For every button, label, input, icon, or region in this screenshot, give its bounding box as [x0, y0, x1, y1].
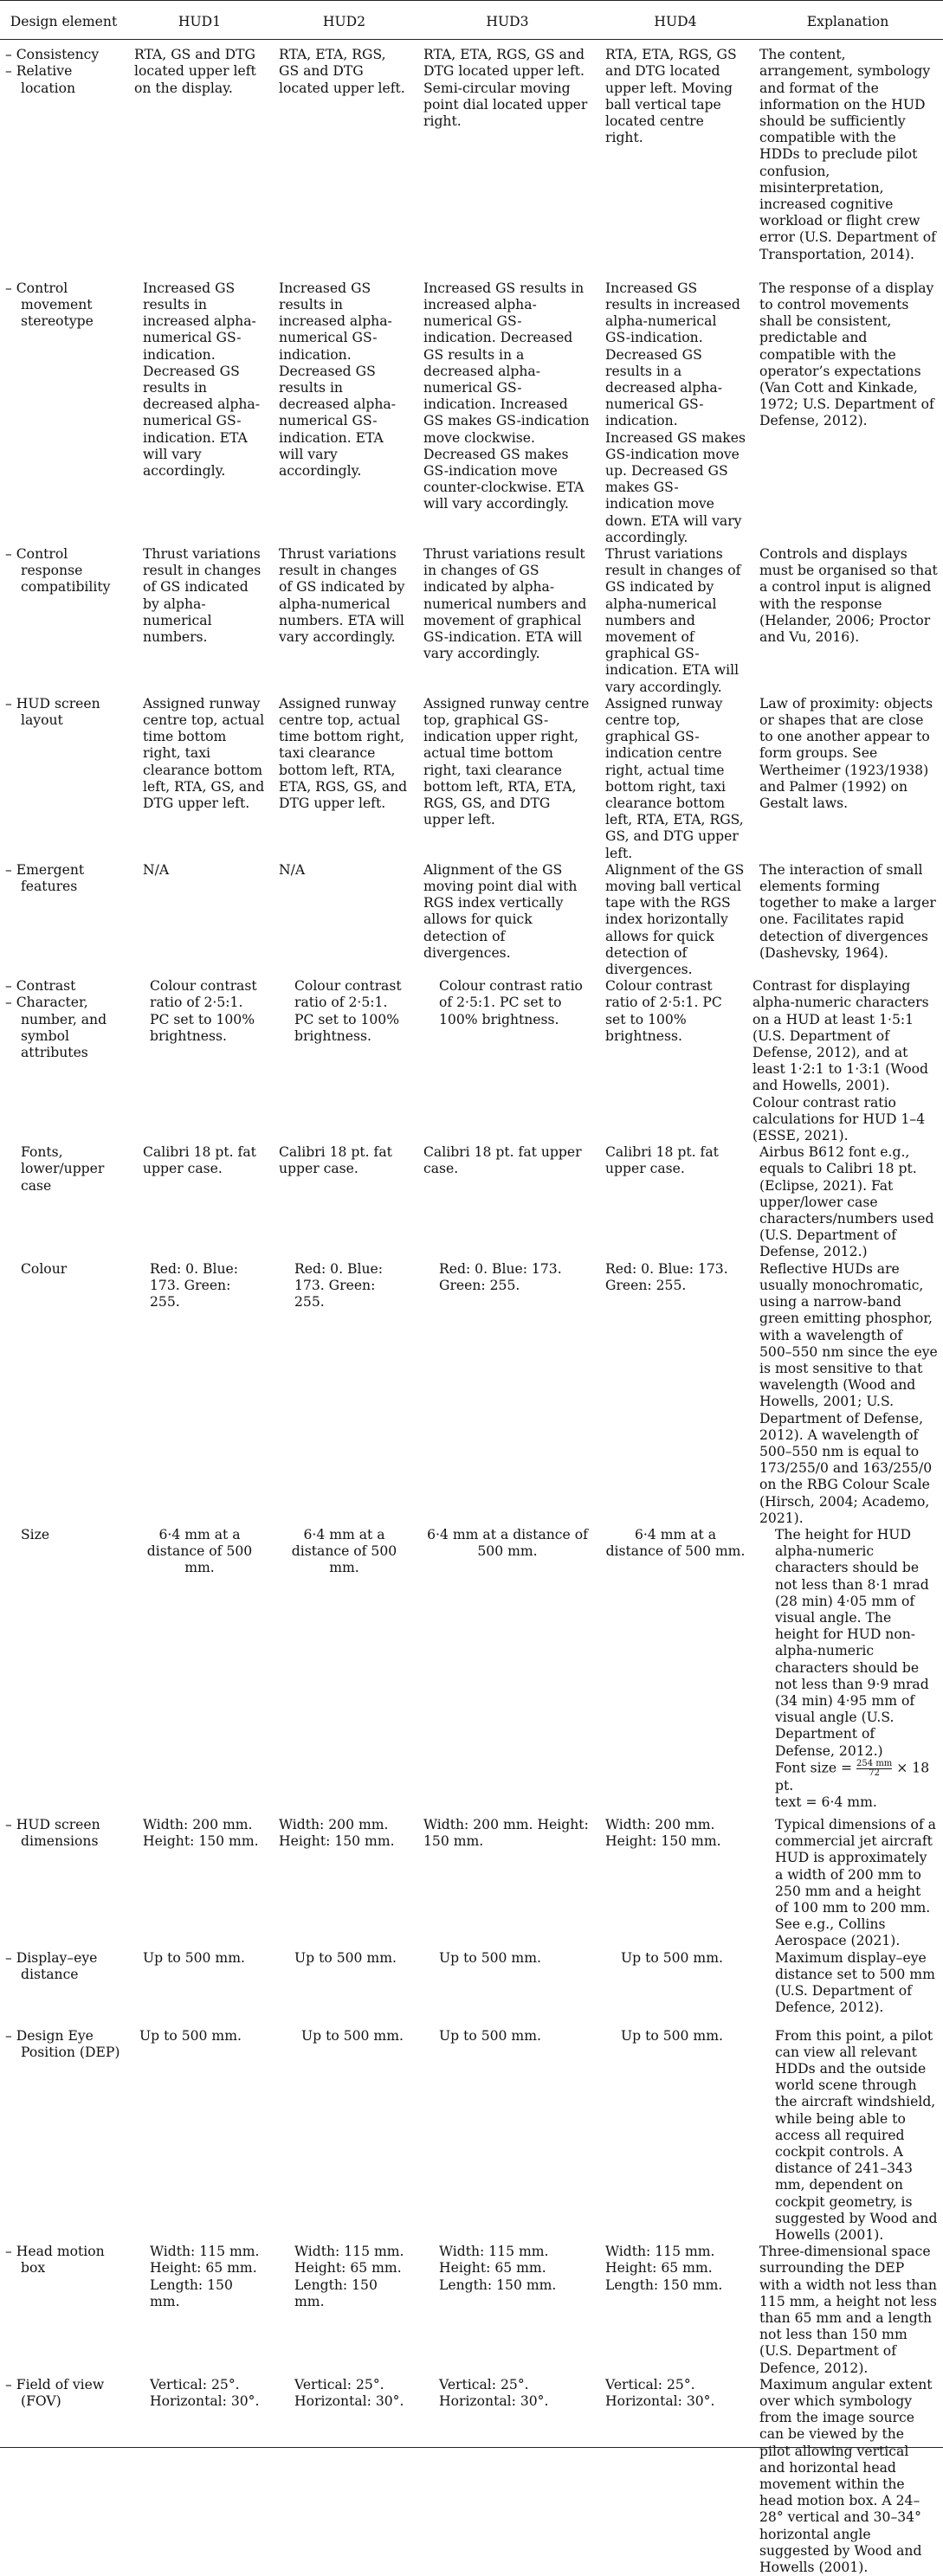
- cell-hud2: Colour contrast ratio of 2·5:1. PC set to 100% brightness.: [294, 978, 402, 1044]
- cell-hud1: 6·4 mm at a distance of 500 mm.: [146, 1526, 253, 1576]
- cell-explanation: Reflective HUDs are usually monochromatic, using a narrow-band green emitting phosphor, with a wavelength of 500–550 nm since the eye is most sensitive to that wavelength (Wood and Howells, 2001; U.S. Department of Defense, 2012). A wavelength of 500–550 nm is equal to 173/255/0 and 163/255/0 on the RBG Colour Scale (Hirsch, 2004; Academo, 2021).: [759, 1260, 938, 1526]
- cell-element: [0, 1950, 127, 2028]
- cell-explanation: Typical dimensions of a commercial jet aircraft HUD is approximately a width of 200 mm to 250 mm and a height of 100 mm to 200 mm. See e.g., Collins Aerospace (2021).: [775, 1816, 936, 1949]
- element-line: – HUD screen dimensions: [5, 1816, 100, 1850]
- cell-hud2: Up to 500 mm.: [301, 2027, 404, 2044]
- formula-numerator: 254 mm: [856, 1758, 893, 1768]
- cell-hud4: Vertical: 25°. Horizontal: 30°.: [605, 2376, 715, 2410]
- cell-explanation: Law of proximity: objects or shapes that are close to one another appear to form groups. See Wertheimer (1923/1938) and Palmer (1992) on Gestalt laws.: [759, 695, 933, 811]
- cell-hud2: Increased GS results in increased alpha-numerical GS-indication. Decreased GS results in decreased alpha-numerical GS-indication. ETA will vary accordingly.: [279, 280, 396, 479]
- cell-hud1: Width: 115 mm. Height: 65 mm. Length: 150 mm.: [150, 2244, 260, 2309]
- cell-hud2: Width: 115 mm. Height: 65 mm. Length: 150 mm.: [294, 2244, 404, 2309]
- cell-hud4: Alignment of the GS moving ball vertical tape with the RGS index horizontally allows for quick detection of divergences.: [605, 861, 745, 978]
- cell-explanation: Maximum display–eye distance set to 500 mm (U.S. Department of Defence, 2012).: [775, 1949, 935, 2016]
- cell-hud4: RTA, ETA, RGS, GS and DTG located upper left. Moving ball vertical tape located centre right.: [605, 47, 737, 146]
- cell-element: [0, 280, 127, 546]
- cell-hud4: Colour contrast ratio of 2·5:1. PC set to 100% brightness.: [605, 978, 722, 1044]
- cell-hud2: Red: 0. Blue: 173. Green: 255.: [294, 1260, 383, 1311]
- cell-element: [0, 1144, 127, 1260]
- header-hud4: HUD4: [598, 1, 752, 40]
- cell-element: [0, 1261, 127, 1527]
- cell-hud2: Assigned runway centre top, actual time bottom right, taxi clearance bottom left, RTA, ETA, RGS, GS, and DTG upper left.: [279, 695, 408, 811]
- cell-explanation: Contrast for displaying alpha-numeric characters on a HUD at least 1·5:1 (U.S. Department of Defense, 2012), and at least 1·2:1 to 1·3:1 (Wood and Howells, 2001). Colour contrast ratio calculations for HUD 1–4 (ESSE, 2021).: [752, 978, 929, 1144]
- element-line: Size: [21, 1526, 50, 1542]
- cell-hud2: Thrust variations result in changes of GS indicated by alpha-numerical numbers. ETA will vary accordingly.: [279, 545, 405, 645]
- cell-hud3: RTA, ETA, RGS, GS and DTG located upper left. Semi-circular moving point dial located upper right.: [423, 47, 588, 130]
- element-line: – Contrast: [5, 978, 76, 995]
- cell-hud4: 6·4 mm at a distance of 500 mm.: [605, 1526, 746, 1560]
- formula-fraction: [856, 1760, 892, 1778]
- table-row: [0, 1261, 943, 1527]
- cell-element: [0, 862, 127, 978]
- cell-hud3: Up to 500 mm.: [439, 2027, 541, 2044]
- cell-explanation: Airbus B612 font e.g., equals to Calibri 18 pt. (Eclipse, 2021). Fat upper/lower case characters/numbers used (U.S. Department of Defense, 2012.): [759, 1144, 934, 1260]
- table-header-row: [0, 1, 943, 40]
- cell-element: [0, 696, 127, 862]
- header-hud2: HUD2: [272, 1, 417, 40]
- cell-hud4: Red: 0. Blue: 173. Green: 255.: [605, 1260, 728, 1293]
- table-row: [0, 40, 943, 280]
- explanation-text: The content, arrangement, symbology and format of the information on the HUD should be sufficiently compatible with the HDDs to preclude pilot confusion, misinterpretation, increased cognitive workload or flight crew error (U.S. Department of Transportation, 2014).: [759, 47, 936, 262]
- cell-hud1: Colour contrast ratio of 2·5:1. PC set to 100% brightness.: [150, 978, 257, 1044]
- cell-element: [0, 978, 127, 1144]
- cell-hud3: Vertical: 25°. Horizontal: 30°.: [439, 2376, 549, 2410]
- table-row: [0, 1527, 943, 1817]
- header-hud1: HUD1: [127, 1, 272, 40]
- element-line: – Control movement stereotype: [5, 280, 94, 330]
- cell-hud3: Up to 500 mm.: [439, 1949, 541, 1966]
- cell-hud1: Calibri 18 pt. fat upper case.: [143, 1144, 256, 1177]
- cell-hud1: RTA, GS and DTG located upper left on the display.: [134, 47, 256, 96]
- cell-element: [0, 546, 127, 696]
- table-row: [0, 1950, 943, 2028]
- element-line: – Control response compatibility: [5, 545, 111, 596]
- table-row: [0, 280, 943, 546]
- cell-hud2: Calibri 18 pt. fat upper case.: [279, 1144, 392, 1177]
- element-line: – Relative location: [5, 63, 76, 96]
- element-line: – Field of view (FOV): [5, 2376, 105, 2410]
- cell-explanation: The response of a display to control movements shall be consistent, predictable and compatible with the operator’s expectations (Van Cott and Kinkade, 1972; U.S. Department of Defense, 2012).: [759, 280, 934, 429]
- table-row: [0, 978, 943, 1144]
- cell-hud3: Alignment of the GS moving point dial with RGS index vertically allows for quick detection of divergences.: [423, 861, 578, 961]
- header-hud3: HUD3: [417, 1, 598, 40]
- cell-hud1: N/A: [143, 861, 170, 878]
- cell-hud2: Width: 200 mm. Height: 150 mm.: [279, 1816, 395, 1850]
- cell-hud1: Red: 0. Blue: 173. Green: 255.: [150, 1260, 238, 1311]
- element-line: – Consistency: [5, 47, 100, 63]
- cell-element: [0, 1527, 127, 1817]
- element-line: – Display–eye distance: [5, 1949, 98, 1982]
- cell-hud3: Width: 200 mm. Height: 150 mm.: [423, 1816, 589, 1850]
- cell-hud3: Width: 115 mm. Height: 65 mm. Length: 150 mm.: [439, 2244, 557, 2293]
- cell-hud4: Assigned runway centre top, graphical GS-indication centre right, actual time bottom right, taxi clearance bottom left, RTA, ETA, RGS, GS, and DTG upper left.: [605, 695, 744, 861]
- cell-hud1: Up to 500 mm.: [143, 1949, 245, 1966]
- element-line: – Head motion box: [5, 2244, 105, 2277]
- element-line: Fonts, lower/upper case: [21, 1144, 105, 1194]
- table-bottom-rule: [0, 2447, 943, 2448]
- cell-explanation: [752, 1527, 943, 1817]
- cell-hud2: RTA, ETA, RGS, GS and DTG located upper left.: [279, 47, 405, 96]
- cell-hud3: Red: 0. Blue: 173. Green: 255.: [439, 1260, 562, 1293]
- cell-hud1: Width: 200 mm. Height: 150 mm.: [143, 1816, 259, 1850]
- cell-explanation: Controls and displays must be organised so that a control input is aligned with the response (Helander, 2006; Proctor and Vu, 2016).: [759, 545, 938, 645]
- cell-element: [0, 2377, 127, 2576]
- cell-hud3: Assigned runway centre top, graphical GS-indication upper right, actual time bottom right, taxi clearance bottom left, RTA, ETA, RGS, GS, and DTG upper left.: [423, 695, 590, 828]
- table-row: [0, 2244, 943, 2377]
- element-line: Colour: [21, 1260, 68, 1277]
- table-row: [0, 862, 943, 978]
- formula-prefix: Font size =: [775, 1760, 853, 1776]
- element-line: – Emergent features: [5, 861, 85, 895]
- cell-hud3: Thrust variations result in changes of GS indicated by alpha-numerical numbers and movement of graphical GS-indication. ETA will vary accordingly.: [423, 545, 587, 662]
- explanation-text: The height for HUD alpha-numeric characters should be not less than 8·1 mrad (28 min) 4·05 mm of visual angle. The height for HUD non-alpha-numeric characters should be not less than 9·9 mrad (34 min) 4·95 mm of visual angle (U.S. Department of Defense, 2012.): [775, 1526, 929, 1759]
- header-explanation: Explanation: [752, 1, 943, 40]
- cell-explanation: From this point, a pilot can view all relevant HDDs and the outside world scene through the aircraft windshield, while being able to access all required cockpit controls. A distance of 241–343 mm, dependent on cockpit geometry, is suggested by Wood and Howells (2001).: [775, 2027, 938, 2243]
- cell-hud4: Calibri 18 pt. fat upper case.: [605, 1144, 719, 1177]
- cell-hud1: Increased GS results in increased alpha-numerical GS-indication. Decreased GS results in decreased alpha-numerical GS-indication. ETA will vary accordingly.: [143, 280, 260, 479]
- element-line: – Design Eye Position (DEP): [5, 2027, 120, 2060]
- element-line: – Character, number, and symbol attributes: [5, 995, 107, 1061]
- table-row: [0, 2028, 943, 2244]
- cell-element: [0, 2244, 127, 2377]
- cell-explanation: Maximum angular extent over which symbology from the image source can be viewed by the pilot allowing vertical and horizontal head movement within the head motion box. A 24–28° vertical and 30–34° horizontal angle suggested by Wood and Howells (2001).: [759, 2376, 933, 2576]
- formula-suffix: × 18 pt.: [775, 1760, 930, 1794]
- cell-explanation: The interaction of small elements forming together to make a larger one. Facilitates rapid detection of divergences (Dashevsky, 1964).: [759, 861, 936, 961]
- table-row: [0, 1144, 943, 1260]
- cell-hud4: Up to 500 mm.: [621, 2027, 723, 2044]
- cell-element: [0, 1817, 127, 1950]
- font-size-formula: [775, 1760, 938, 1794]
- cell-explanation: Three-dimensional space surrounding the DEP with a width not less than 115 mm, a height not less than 65 mm and a length not less than 150 mm (U.S. Department of Defence, 2012).: [759, 2244, 937, 2376]
- cell-hud4: Up to 500 mm.: [621, 1949, 723, 1966]
- formula-denominator: 72: [856, 1768, 892, 1778]
- cell-hud3: Colour contrast ratio of 2·5:1. PC set to 100% brightness.: [439, 978, 583, 1027]
- cell-element: [0, 2028, 127, 2244]
- cell-hud1: Up to 500 mm.: [139, 2027, 242, 2044]
- table-row: [0, 696, 943, 862]
- cell-explanation: [752, 40, 943, 280]
- cell-hud3: 6·4 mm at a distance of 500 mm.: [427, 1526, 588, 1560]
- cell-hud4: Width: 115 mm. Height: 65 mm. Length: 150 mm.: [605, 2244, 723, 2293]
- table-row: [0, 546, 943, 696]
- cell-hud2: Vertical: 25°. Horizontal: 30°.: [294, 2376, 404, 2410]
- cell-hud3: Calibri 18 pt. fat upper case.: [423, 1144, 582, 1177]
- cell-hud1: Thrust variations result in changes of GS indicated by alpha-numerical numbers.: [143, 545, 262, 645]
- cell-element: [0, 40, 127, 280]
- cell-hud1: Assigned runway centre top, actual time bottom right, taxi clearance bottom left, RTA, GS, and DTG upper left.: [143, 695, 265, 811]
- cell-hud4: Thrust variations result in changes of GS indicated by alpha-numerical numbers and movement of graphical GS-indication. ETA will vary accordingly.: [605, 545, 741, 695]
- cell-hud3: Increased GS results in increased alpha-numerical GS-indication. Decreased GS results in a decreased alpha-numerical GS-indication. Increased GS makes GS-indication move clockwise. Decreased GS makes GS-indication move counter-clockwise. ETA will vary accordingly.: [423, 280, 590, 512]
- table-row: [0, 2377, 943, 2576]
- cell-hud4: Width: 200 mm. Height: 150 mm.: [605, 1816, 721, 1850]
- element-line: – HUD screen layout: [5, 695, 100, 728]
- header-design-element: Design element: [0, 1, 127, 40]
- formula-result: text = 6·4 mm.: [775, 1794, 877, 1810]
- cell-hud2: N/A: [279, 861, 306, 878]
- cell-hud2: 6·4 mm at a distance of 500 mm.: [291, 1526, 397, 1576]
- cell-hud2: Up to 500 mm.: [294, 1949, 397, 1966]
- cell-hud1: Vertical: 25°. Horizontal: 30°.: [150, 2376, 260, 2410]
- cell-hud4: Increased GS results in increased alpha-numerical GS-indication. Decreased GS results in a decreased alpha-numerical GS-indication. Increased GS makes GS-indication move up. Decreased GS makes GS-indication move down. ETA will vary accordingly.: [605, 280, 746, 545]
- table-row: [0, 1817, 943, 1950]
